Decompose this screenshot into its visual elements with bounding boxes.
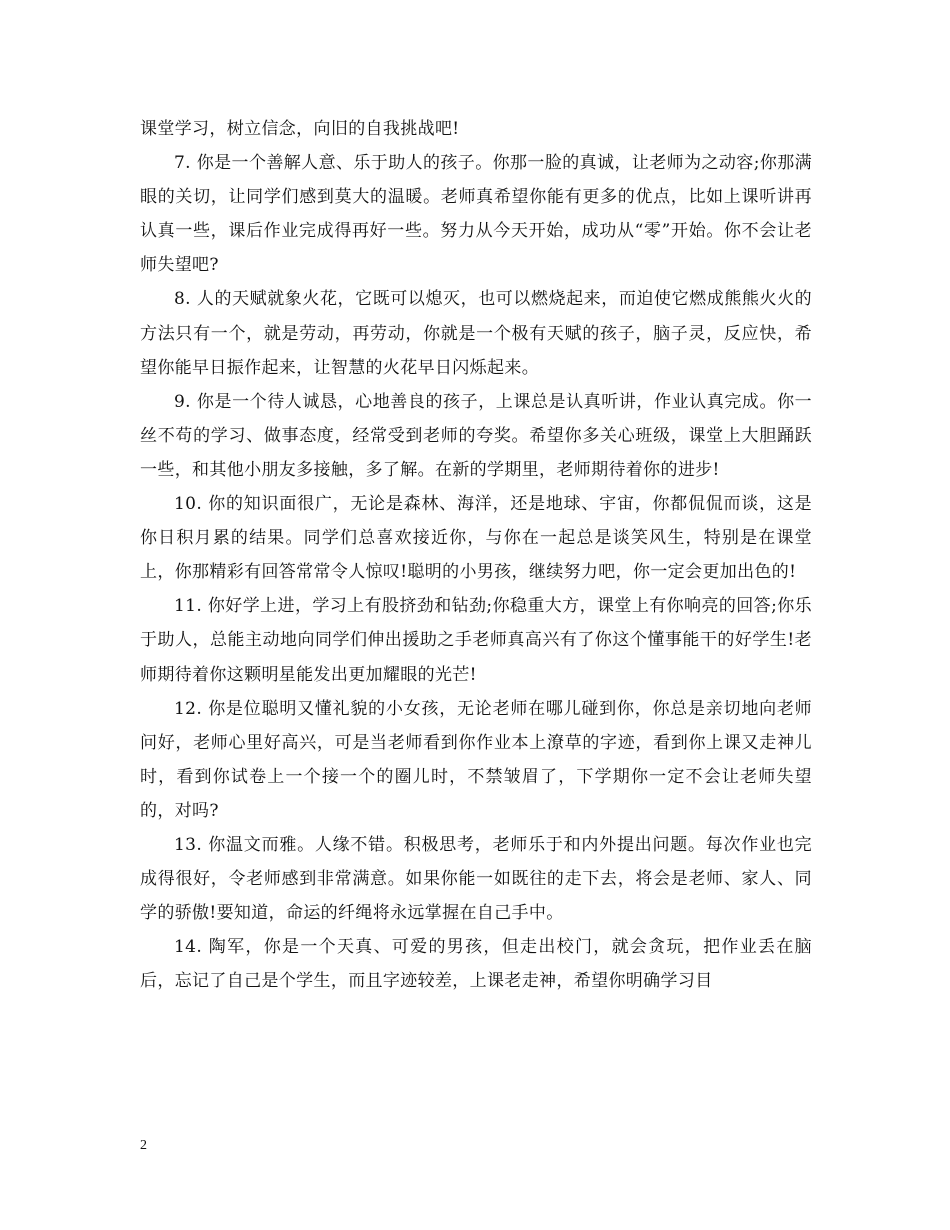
paragraph-comment-12: 12. 你是位聪明又懂礼貌的小女孩，无论老师在哪儿碰到你，你总是亲切地向老师问好，老师心里好高兴，可是当老师看到你作业本上潦草的字迹，看到你上课又走神儿时，看到你试卷上一个接一个的圈儿时，不禁皱眉了，下学期你一定不会让老师失望的，对吗? [140,698,812,821]
paragraph-comment-8: 8. 人的天赋就象火花，它既可以熄灭，也可以燃烧起来，而迫使它燃成熊熊火火的方法只有一个，就是劳动，再劳动，你就是一个极有天赋的孩子，脑子灵，反应快，希望你能早日振作起来，让智慧的火花早日闪烁起来。 [140,289,812,378]
paragraph-comment-9: 9. 你是一个待人诚恳，心地善良的孩子，上课总是认真听讲，作业认真完成。你一丝不苟的学习、做事态度，经常受到老师的夸奖。希望你多关心班级，课堂上大胆踊跃一些，和其他小朋友多接触，多了解。在新的学期里，老师期待着你的进步! [140,391,812,480]
paragraph-comment-7: 7. 你是一个善解人意、乐于助人的孩子。你那一脸的真诚，让老师为之动容;你那满眼的关切，让同学们感到莫大的温暖。老师真希望你能有更多的优点，比如上课听讲再认真一些，课后作业完成得再好一些。努力从今天开始，成功从“零”开始。你不会让老师失望吧? [140,153,812,276]
paragraph-comment-13: 13. 你温文而雅。人缘不错。积极思考，老师乐于和内外提出问题。每次作业也完成得很好，令老师感到非常满意。如果你能一如既往的走下去，将会是老师、家人、同学的骄傲!要知道，命运的纤绳将永远掌握在自己手中。 [140,834,812,924]
page-number: 2 [140,1138,147,1153]
paragraph-comment-14: 14. 陶军，你是一个天真、可爱的男孩，但走出校门，就会贪玩，把作业丢在脑后，忘记了自己是个学生，而且字迹较差，上课老走神，希望你明确学习目 [140,937,812,992]
paragraph-comment-11: 11. 你好学上进，学习上有股挤劲和钻劲;你稳重大方，课堂上有你响亮的回答;你乐于助人，总能主动地向同学们伸出援助之手老师真高兴有了你这个懂事能干的好学生!老师期待着你这颗明星能发出更加耀眼的光芒! [140,596,812,685]
paragraph-continuation: 课堂学习，树立信念，向旧的自我挑战吧! [140,119,460,139]
paragraph-comment-10: 10. 你的知识面很广，无论是森林、海洋，还是地球、宇宙，你都侃侃而谈，这是你日积月累的结果。同学们总喜欢接近你，与你在一起总是谈笑风生，特别是在课堂上，你那精彩有回答常常令人惊叹!聪明的小男孩，继续努力吧，你一定会更加出色的! [140,494,812,583]
document-body [140,112,812,998]
